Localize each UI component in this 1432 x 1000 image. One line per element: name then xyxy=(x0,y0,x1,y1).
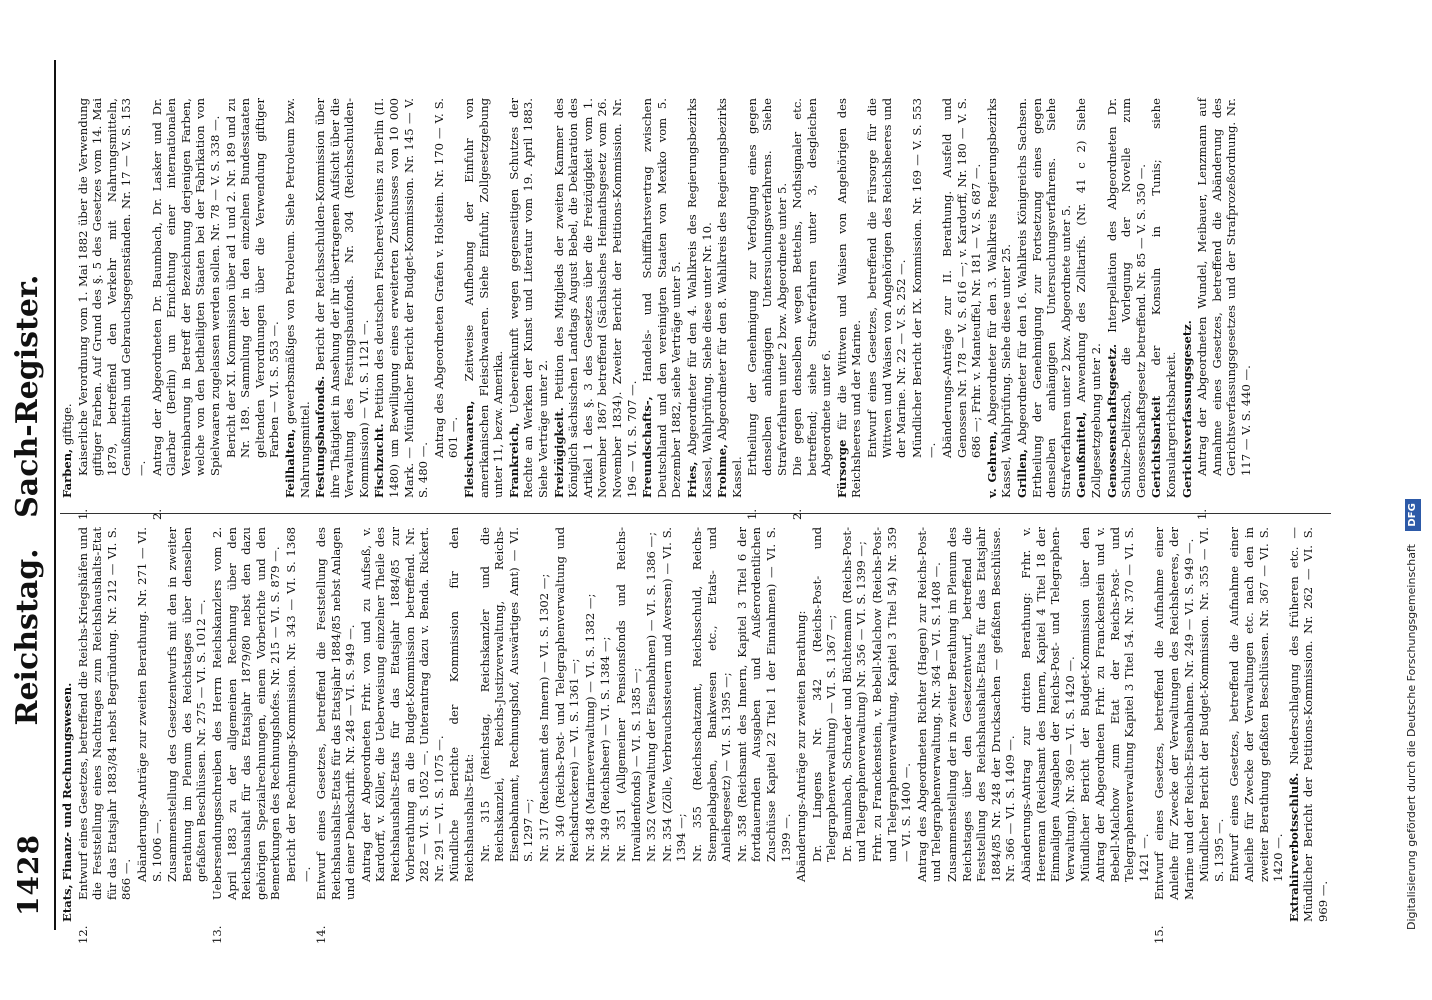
entry-heading: v. Gehren, xyxy=(984,430,999,498)
entry-text: Bericht der XI. Kommission über ad 1 und 2. Nr. 189 und zu Nr. 189. Sammlung der in den einzelnen Bundesstaaten geltenden Verordnungen über die Verwendung giftiger Farben — VI. S. 553 —. xyxy=(223,98,282,458)
entry-text: Antrag des Abgeordneten Richter (Hagen) zur Reichs-Post- und Telegraphenverwaltung. Nr. 364 — VI. S. 1408 —. xyxy=(914,527,944,882)
entry-number: 14. xyxy=(314,925,329,944)
register-entry xyxy=(478,527,536,922)
entry-number: 15. xyxy=(1152,925,1167,944)
register-entry xyxy=(314,527,358,944)
entry-heading: Fleischwaaren, xyxy=(462,400,477,498)
entry-heading: Frohme, xyxy=(715,444,730,498)
register-entry xyxy=(910,98,939,498)
entry-text: Kaiserliche Verordnung vom 1. Mai 1882 über die Verwendung giftiger Farben. Auf Grund des §. 5 des Gesetzes vom 14. Mai 1879, betreffend den Verkehr mit Nahrungsmitteln, Genußmitteln und Gebrauchsgegenständen. Nr. 17 — V. S. 153 —. xyxy=(75,98,148,476)
entry-text: Mündlicher Bericht der Budget-Kommission. Nr. 355 — VI. S. 1395 —. xyxy=(1197,527,1226,882)
register-entry xyxy=(447,527,476,922)
entry-heading: Grillen, xyxy=(1015,448,1029,498)
register-entry xyxy=(537,527,552,922)
register-entry xyxy=(614,527,643,922)
entry-text: Niederschlagung des früheren etc. — Mündlicher Bericht der Petitions-Kommission. Nr. 262 — VI. S. 969 —. xyxy=(1286,527,1330,922)
entry-text: Petition des Mitglieds der zweiten Kammer des Königlich sächsischen Landtags August Bebel, die Deklaration des Artikel 1 des §. 3 des Gesetzes über die Freizügigkeit vom 1. November 1867 betreffend (Sächsisches Heimathsgesetz vom 26. November 1834). Zweiter Bericht der Petitions-Kommission. Nr. 196 — VI. S. 707 —. xyxy=(551,98,639,498)
entry-text: Zusammenstellung des Gesetzentwurfs mit den in zweiter Berathung im Plenum des Reichstages über denselben gefaßten Beschlüssen. Nr. 275 — VI. S. 1012 —. xyxy=(165,527,209,882)
register-entry xyxy=(644,527,659,922)
register-entry xyxy=(1180,98,1195,498)
register-entry xyxy=(598,527,613,922)
entry-text: für die Wittwen und Waisen von Angehörigen des Reichsheeres und der Marine. xyxy=(834,98,864,498)
entry-text: Entwurf eines Gesetzes, betreffend die Aufnahme einer Anleihe für Zwecke der Verwaltungen des Reichsheeres, der Marine und der Reichs-Eisenbahnen. Nr. 249 — VI. S. 949 —. xyxy=(1152,527,1196,900)
entry-heading: Frankreich, xyxy=(506,422,521,498)
register-entry xyxy=(1197,527,1226,922)
register-entry xyxy=(149,98,223,520)
entry-heading: Festungsbaufonds. xyxy=(313,375,328,498)
register-entry xyxy=(865,98,909,498)
entry-text: Nr. 315 (Reichstag, Reichskanzler und die Reichskanzlei, Reichs-Justizverwaltung, Reichs-Eisenbahnamt, Rechnungshof, Auswärtiges Amt) — VI. S. 1297 —; xyxy=(477,527,536,862)
register-entry xyxy=(1078,527,1151,922)
entry-text: Antrag des Abgeordneten Grafen v. Holstein. Nr. 170 — V. S. 601 —. xyxy=(431,98,461,458)
register-entry xyxy=(1019,527,1077,922)
entry-text: Mündlicher Bericht der Budget-Kommission über den Antrag der Abgeordneten Frhr. zu Franckenstein und v. Bebell-Malchow zum Etat der Reichs-Post- und Telegraphenverwaltung Kapitel 3 Titel 54. Nr. 370 — VI. S. 1421 —. xyxy=(1078,527,1151,882)
right-column xyxy=(60,97,1255,520)
register-entry xyxy=(835,98,864,498)
entry-text: Antrag der Abgeordneten Dr. Baumbach, Dr. Lasker und Dr. Glarbar (Berlin) um Ernichtung einer internationalen Vereinbarung in Betreff der Bezeichnung derjenigen Farben, welche von den betheiligten Staaten bei der Fabrikation von Spielwaaren zugelassen werden sollen. Nr. 78 — V. S. 338 —. xyxy=(149,98,222,476)
entry-text: Abänderungs-Anträge zur II. Berathung. Ausfeld und Genossen Nr. 178 — V. S. 616 —; v. Kardorff, Nr. 180 — V. S. 686 —; Frhr. v. Manteuffel, Nr. 181 — V. S. 687 —. xyxy=(940,98,984,458)
register-entry xyxy=(690,527,734,922)
entry-heading: Fischzucht. xyxy=(372,423,387,498)
register-entry xyxy=(224,98,282,498)
entry-text: Ertheilung der Genehmigung zur Verfolgung eines gegen denselben anhängigen Untersuchungsverfahrens. Siehe Strafverfahren unter 2 bzw. Abgeordnete unter 5. xyxy=(745,98,789,476)
entry-number: 1. xyxy=(1195,508,1210,520)
entry-text: Abänderungs-Anträge zur zweiten Berathung. Nr. 271 — VI. S. 1006 —. xyxy=(134,527,164,882)
dfg-credit: Digitalisierung gefördert durch die Deutsche Forschungsgemeinschaft xyxy=(1405,544,1418,930)
register-entry xyxy=(462,98,506,498)
entry-text: Entwurf eines Gesetzes, betreffend die Reichs-Kriegshäfen und die Feststellung eines Nachtrages zum Reichshaushalts-Etat für das Etatsjahr 1883/84 nebst Begründung. Nr. 212 — VI. S. 866 —. xyxy=(75,527,134,900)
entry-text: Abgeordneter für den 4. Wahlkreis des Regierungsbezirks Kassel, Wahlprüfung. Siehe diese unter Nr. 10. xyxy=(684,98,714,498)
entry-heading: Extrahirverbotsschluß. xyxy=(1286,772,1301,922)
register-entry xyxy=(1105,98,1149,498)
entry-text: Uebersendungsschreiben des Herrn Reichskanzlers vom 2. April 1883 zu der allgemeinen Rechnung über den Reichshaushalt für das Etatsjahr 1879/80 nebst den dazu gehörigen Spezialrechnungen, einem Vorberichte und den Bemerkungen des Rechnungshofes. Nr. 215 — VI. S. 879 —. xyxy=(209,527,283,900)
entry-text: Mündliche Berichte der Kommission für den Reichshaushalts-Etat: xyxy=(447,527,477,882)
entry-text: Nr. 352 (Verwaltung der Eisenbahnen) — VI. S. 1386 —; xyxy=(644,531,659,862)
entry-heading: Fürsorge xyxy=(834,439,849,498)
register-entry xyxy=(870,527,914,922)
entry-heading: Genußmittel, xyxy=(1074,411,1089,498)
entry-text: Zeitweise Aufhebung der Einfuhr von amerikanischen Fleischwaaren. Siehe Einfuhr, Zollgesetzgebung unter 11, bezw. Amerika. xyxy=(462,98,506,498)
register-entry xyxy=(1287,527,1331,922)
entry-text: Dr. Lingens Nr. 342 (Reichs-Post- und Telegraphenverwaltung) — VI. S. 1367 —; xyxy=(809,527,839,862)
entry-text: Handels- und Schifffahrtsvertrag zwischen Deutschland und den vereinigten Staaten von Mexiko vom 5. Dezember 1882, siehe Verträge unter 5. xyxy=(640,98,684,498)
dfg-logo: DFG xyxy=(1405,499,1421,530)
entry-number: 2. xyxy=(790,508,805,520)
register-entry xyxy=(283,98,312,498)
register-entry xyxy=(165,527,209,922)
entry-text: Abgeordneter für den 8. Wahlkreis des Regierungsbezirks Kassel. xyxy=(715,98,744,498)
register-entry xyxy=(313,98,371,498)
entry-heading: Gerichtsbarkeit xyxy=(1149,395,1164,498)
register-entry xyxy=(60,527,75,922)
entry-heading: Freizügigkeit. xyxy=(551,407,566,498)
entry-text: Petition des deutschen Fischerei-Vereins zu Berlin (II. 1480) um Bewilligung eines erweiterten Zuschusses von 10 000 Mark. — Mündlicher Bericht der Budget-Kommission. Nr. 145 — V. S. 480 —. xyxy=(372,97,431,498)
entry-heading: Feilhalten, xyxy=(282,428,297,498)
entry-text: Nr. 358 (Reichsamt des Innern, Kapitel 3 Titel 6 der fortdauernden Ausgaben und Außerordentlichen Zuschüsse Kapitel 22 Titel 1 der Einnahmen) — VI. S. 1399 —. xyxy=(734,527,793,862)
entry-text: Entwurf eines Gesetzes, betreffend die Fürsorge für die Wittwen und Waisen von Angehörigen des Reichsheeres und der Marine. Nr. 22 — V. S. 252 —. xyxy=(865,98,909,458)
entry-heading: Genossenschaftsgesetz. xyxy=(1104,343,1119,498)
entry-text: Nr. 355 (Reichsschatzamt, Reichsschuld, Reichs-Stempelabgaben, Bankwesen etc., Etats- und Anleihegesetz) — VI. S. 1395 —; xyxy=(689,527,734,862)
entry-text: Abgeordneter für den 16. Wahlkreis Königreichs Sachsen. Ertheilung der Genehmigung zur Fortsetzung eines gegen denselben anhängigen Untersuchungsverfahrens. Siehe Strafverfahren unter 2 bzw. Abgeordnete unter 5. xyxy=(1015,98,1073,498)
register-entry xyxy=(840,527,869,922)
entry-text: Antrag der Abgeordneten Wundel, Meibauer, Lenzmann auf Annahme eines Gesetzes, betreffend die Abänderung des Gerichtsverfassungsgesetzes und der Strafprozeßordnung. Nr. 117 — V. S. 440 —. xyxy=(1195,98,1253,476)
entry-text: Uebereinkunft wegen gegenseitigen Schutzes der Rechte an Werken der Kunst und Literatur vom 19. April 1883. Siehe Verträge unter 2. xyxy=(506,97,550,498)
register-entry xyxy=(135,527,164,922)
entry-text: Mündlicher Bericht der IX. Kommission. Nr. 169 — V. S. 553 —. xyxy=(909,98,939,458)
entry-text: giftige. xyxy=(60,403,74,446)
entry-text: Zusammenstellung der in zweiter Berathung im Plenum des Reichstages über den Gesetzentwurf, betreffend die Feststellung des Reichshaushalts-Etats für das Etatsjahr 1884/85 Nr. 248 der Drucksachen — gefaßten Beschlüsse. Nr. 366 — VI. S. 1409 —. xyxy=(945,527,1018,882)
entry-text: Bericht der Rechnungs-Kommission. Nr. 343 — VI. S. 1368 —. xyxy=(283,527,313,882)
entry-heading: Farben, xyxy=(60,448,74,498)
entry-heading: Gerichtsverfassungsgesetz. xyxy=(1179,320,1194,498)
left-column xyxy=(60,527,1331,944)
entry-text: Nr. 349 (Reichsheer) — VI. S. 1384 —; xyxy=(598,636,613,862)
register-entry xyxy=(1152,527,1196,944)
register-entry xyxy=(1195,98,1253,520)
register-entry xyxy=(1227,527,1285,922)
register-entry xyxy=(945,527,1018,922)
entry-text: Nr. 354 (Zölle, Verbrauchssteuern und Aversen) — VI. S. 1394 —; xyxy=(659,527,689,862)
entry-heading: Freundschafts-, xyxy=(640,396,655,498)
register-entry xyxy=(640,98,684,498)
title-right: Sach-Register. xyxy=(10,274,45,518)
page-header xyxy=(6,0,52,1000)
header-rule xyxy=(54,60,56,930)
register-entry xyxy=(372,98,430,498)
register-entry xyxy=(715,98,744,498)
entry-text: Bericht der Reichsschulden-Kommission über ihre Thätigkeit in Ansehung der ihr übertragenen Aufsicht über die Verwaltung des Festungsbaufonds. Nr. 304 (Reichsschulden-Kommission) — VI. S. 1121 —. xyxy=(313,98,371,498)
entry-text: Frhr. zu Franckenstein, v. Bebell-Malchow (Reichs-Post- und Telegraphenverwaltung, Kapitel 3 Titel 54) Nr. 359 — VI. S. 1400 —. xyxy=(870,527,914,862)
entry-text: der Konsuln in Tunis; siehe Konsulargerichtsbarkeit. xyxy=(1149,98,1178,498)
register-entry xyxy=(985,98,1014,498)
entry-number: 2. xyxy=(149,508,164,520)
register-entry xyxy=(1149,98,1178,498)
entry-number: 1. xyxy=(745,508,760,520)
page-title xyxy=(10,0,45,1000)
entry-text: Abänderungs-Anträge zur zweiten Berathung: xyxy=(794,610,809,882)
entry-number: 1. xyxy=(75,508,90,520)
entry-text: Antrag der Abgeordneten Frhr. von und zu Aufseß, v. Kardorff, v. Köller, die Ueberweisung einzelner Theile des Reichshaushalts-Etats für das Etatsjahr 1884/85 zur Vorberathung an die Budget-Kommission betreffend. Nr. 282 — VI. S. 1052 —. Unterantrag dazu v. Benda. Rickert. Nr. 291 — VI. S. 1075 —. xyxy=(358,527,446,882)
register-entry xyxy=(735,527,793,922)
entry-text: gewerbsmäßiges von Petroleum. Siehe Petroleum bzw. Nahrungsmittel. xyxy=(282,98,312,498)
register-entry xyxy=(1074,98,1103,498)
entry-heading: Fries, xyxy=(684,461,699,498)
entry-text: Entwurf eines Gesetzes, betreffend die Aufnahme einer Anleihe für Zwecke der Verwaltungen etc. nach den in zweiter Berathung gefaßten Beschlüssen. Nr. 367 — VI. S. 1420 —. xyxy=(1227,527,1286,882)
page-number: 1428 xyxy=(12,834,45,916)
register-entry xyxy=(75,527,134,944)
register-entry xyxy=(75,98,149,520)
entry-text: Dr. Baumbach, Schrader und Büchtemann (Reichs-Post- und Telegraphenverwaltung) Nr. 356 — VI. S. 1399 —; xyxy=(839,527,869,862)
register-entry xyxy=(915,527,944,922)
register-entry xyxy=(507,98,551,498)
entry-text: Nr. 348 (Marineverwaltung) — VI. S. 1382 —; xyxy=(582,593,597,862)
column-divider xyxy=(60,513,1331,514)
register-entry xyxy=(553,527,582,922)
digitization-sidebar xyxy=(1392,0,1432,1000)
register-entry xyxy=(660,527,689,922)
register-entry xyxy=(745,98,789,520)
entry-text: Entwurf eines Gesetzes, betreffend die Feststellung des Reichshaushalts-Etats für das Etatsjahr 1884/85 nebst Anlagen und einer Denkschrift. Nr. 248 — VI. S. 949 —. xyxy=(314,527,358,900)
register-entry xyxy=(284,527,313,922)
entry-text: Nr. 317 (Reichsamt des Innern) — VI. S. 1302 —; xyxy=(537,573,551,862)
register-entry xyxy=(790,98,834,520)
entry-number: 12. xyxy=(75,925,90,944)
register-entry xyxy=(60,98,75,498)
entry-text: Anwendung des Zolltarifs. (Nr. 41 c 2) Siehe Zollgesetzgebung unter 2. xyxy=(1074,97,1103,498)
entry-heading: Etats, Finanz- und Rechnungswesen. xyxy=(60,682,74,922)
register-entry xyxy=(432,98,461,498)
register-entry xyxy=(583,527,598,922)
register-entry xyxy=(1015,98,1073,498)
entry-text: Die gegen denselben wegen Bettelns, Nothsignaler etc. betreffend; siehe Strafverfahren unter 3, desgleichen Abgeordnete unter 6. xyxy=(790,98,834,476)
register-entry xyxy=(209,527,283,944)
entry-text: Nr. 340 (Reichs-Post- und Telegraphenverwaltung und Reichsdruckerei) — VI. S. 1361 —; xyxy=(552,527,582,862)
register-entry xyxy=(359,527,447,922)
entry-text: Interpellation des Abgeordneten Dr. Schulze-Delitzsch, die Vorlegung der Novelle zum Genossenschaftsgesetz betreffend. Nr. 85 — V. S. 350 —. xyxy=(1104,97,1148,498)
title-left: Reichstag. xyxy=(10,548,45,726)
register-entry xyxy=(685,98,714,498)
entry-text: Nr. 351 (Allgemeiner Pensionsfonds und Reichs-Invalidenfonds) — VI. S. 1385 —; xyxy=(613,527,643,862)
register-entry xyxy=(940,98,984,498)
register-entry xyxy=(552,98,640,498)
entry-text: Abänderungs-Antrag zur dritten Berathung: Frhr. v. Heereman (Reichsamt des Innern, Kapitel 4 Titel 18 der Einmaligen Ausgaben der Reichs-Post- und Telegraphen-Verwaltung). Nr. 369 — VI. S. 1420 —. xyxy=(1019,527,1077,882)
register-entry xyxy=(794,527,809,922)
entry-number: 13. xyxy=(209,925,224,944)
entry-text: Abgeordneter für den 3. Wahlkreis Regierungsbezirks Kassel, Wahlprüfung. Siehe diese unter 25. xyxy=(984,97,1014,498)
register-entry xyxy=(810,527,839,922)
